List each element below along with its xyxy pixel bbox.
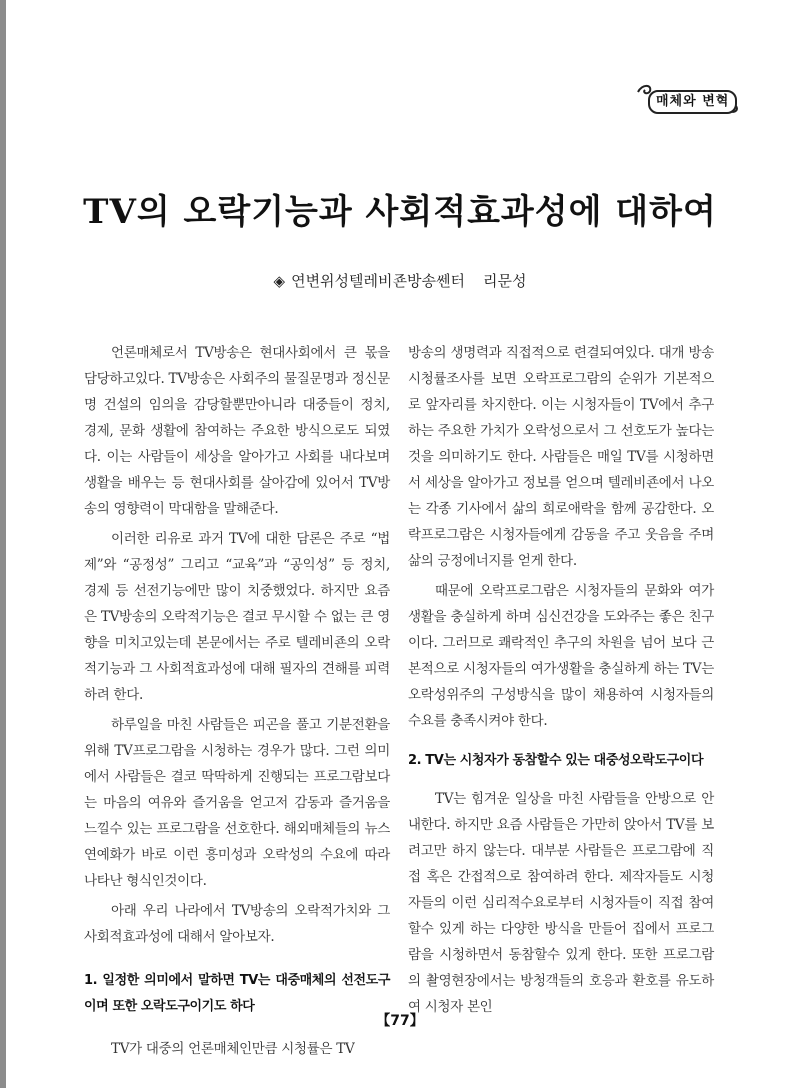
paragraph: 때문에 오락프로그람은 시청자들의 문화와 여가생활을 충실하게 하며 심신건강을 도와주는 좋은 친구이다. 그러므로 쾌락적인 추구의 차원을 넘어 보다 근본적으로 시청자들의 여가생활을 충실하게 하는 TV는 오락성위주의 구성방식을 많이 채용하여 시청자들의 수요를 충족시켜야 한다. [408,583,714,729]
section-heading-1: 1. 일정한 의미에서 말하면 TV는 대중매체의 선전도구이며 또한 오락도구이기도 하다 [84,973,390,1014]
byline-author: 리문성 [482,272,527,290]
section-heading-2: 2. TV는 시청자가 동참할수 있는 대중성오락도구이다 [408,753,704,768]
paragraph: 방송의 생명력과 직접적으로 련결되여있다. 대개 방송시청률조사를 보면 오락프로그람의 순위가 기본적으로 앞자리를 차지한다. 이는 시청자들이 TV에서 추구하는 주요한 가치가 오락성으로서 그 선호도가 높다는것을 의미하기도 한다. 사람들은 매일 TV를 시청하면서 세상을 알아가고 정보를 얻으며 텔레비죤에서 나오는 각종 기사에서 삶의 희로애락을 함께 공감한다. 오락프로그람은 시청자들에게 감동을 주고 웃음을 주며 삶의 긍정에너지를 얻게 한다. [408,345,714,569]
page-edge-rule [0,0,6,1088]
article-byline [40,270,760,291]
section-emblem-label: 매체와 변혁 [648,90,737,114]
right-column [408,340,714,1020]
paragraph: 아래 우리 나라에서 TV방송의 오락적가치와 그 사회적효과성에 대해서 알아보자. [84,903,390,945]
paragraph: TV가 대중의 언론매체인만큼 시청률은 TV [111,1041,355,1057]
paragraph: TV는 힘겨운 일상을 마친 사람들을 안방으로 안내한다. 하지만 요즘 사람들은 가만히 앉아서 TV를 보려고만 하지 않는다. 대부분 사람들은 프로그람에 직접 혹은 간접적으로 참여하려 한다. 제작자들도 시청자들의 이런 심리적수요로부터 시청자들이 직접 참여할수 있게 하는 다양한 방식을 만들어 집에서 프로그람을 시청하면서 동참할수 있게 한다. 또한 프로그람의 촬영현장에서는 방청객들의 호응과 환호를 유도하여 시청자 본인 [408,791,714,1015]
section-emblem [636,82,740,114]
byline-organization: 연변위성텔레비죤방송쎈터 [291,272,465,290]
byline-marker: ◈ [273,272,286,290]
paragraph: 하루일을 마친 사람들은 피곤을 풀고 기분전환을 위해 TV프로그람을 시청하는 경우가 많다. 그런 의미에서 사람들은 결코 딱딱하게 진행되는 프로그람보다는 마음의 여유와 즐거움을 얻고저 감동과 즐거움을 느낄수 있는 프로그람을 선호한다. 해외매체들의 뉴스연예화가 바로 이런 흥미성과 오락성의 수요에 따라 나타난 형식인것이다. [84,717,390,889]
paragraph: 언론매체로서 TV방송은 현대사회에서 큰 몫을 담당하고있다. TV방송은 사회주의 물질문명과 정신문명 건설의 임의을 감당할뿐만아니라 대중들이 정치, 경제, 문화 생활에 참여하는 주요한 방식으로도 되였다. 이는 사람들이 세상을 알아가고 사회를 내다보며 생활을 배우는 등 현대사회를 살아감에 있어서 TV방송의 영향력이 막대함을 말해준다. [84,345,390,517]
article-title: TV의 오락기능과 사회적효과성에 대하여 [83,192,717,232]
paragraph: 이러한 리유로 과거 TV에 대한 담론은 주로 “법제”와 “공정성” 그리고 “교육”과 “공익성” 등 정치, 경제 등 선전기능에만 많이 치중했었다. 하지만 요즘은 TV방송의 오락적기능은 결코 무시할 수 없는 큰 영향을 미치고있는데 본문에서는 주로 텔레비죤의 오락적기능과 그 사회적효과성에 대해 필자의 견해를 피력하려 한다. [84,531,390,703]
left-column [84,340,390,1062]
page-number: 【77】 [376,1013,424,1029]
